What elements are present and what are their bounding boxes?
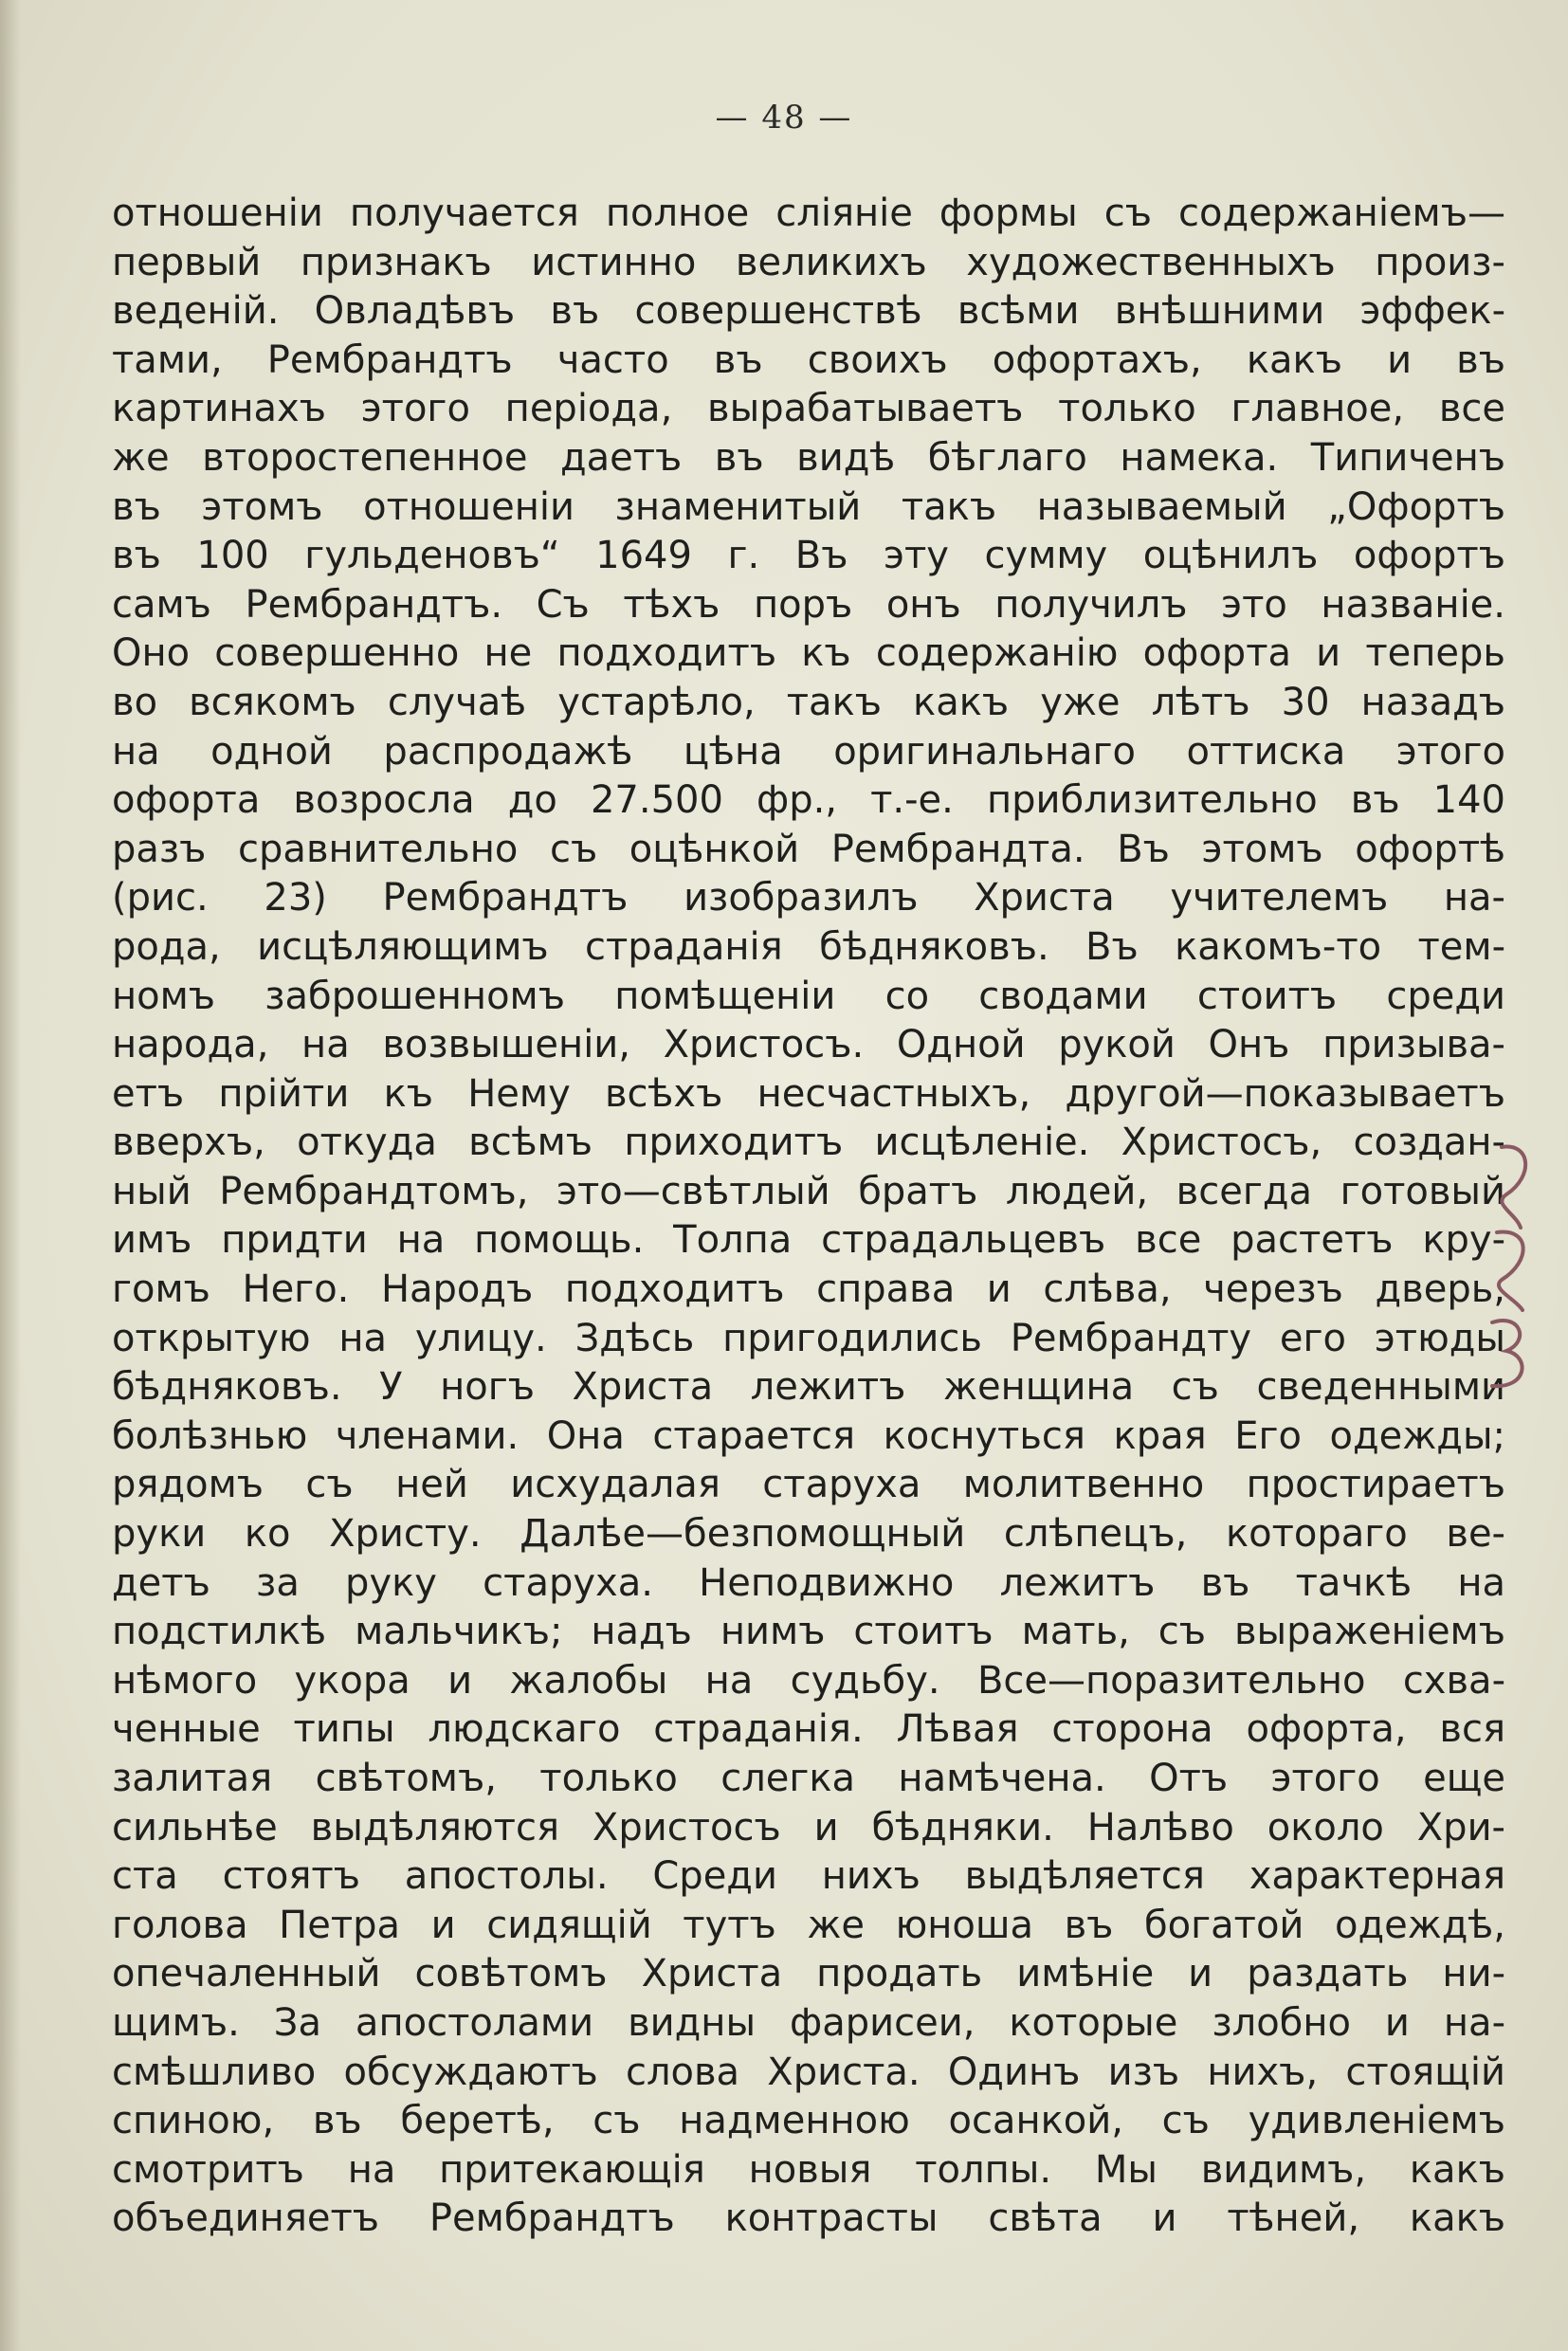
text-line: въ 100 гульденовъ“ 1649 г. Въ эту сумму оцѣнилъ офортъ <box>112 534 1505 578</box>
handwritten-margin-mark <box>1464 1138 1549 1422</box>
text-line: рода, исцѣляющимъ страданiя бѣдняковъ. Въ какомъ-то тем- <box>112 924 1505 969</box>
text-line: (рис. 23) Рембрандтъ изобразилъ Христа учителемъ на- <box>112 876 1505 920</box>
text-line: нѣмого укора и жалобы на судьбу. Все—поразительно схва- <box>112 1658 1505 1703</box>
text-line: же второстепенное даетъ въ видѣ бѣглаго намека. Типиченъ <box>112 435 1505 480</box>
text-line: болѣзнью членами. Она старается коснуться края Его одежды; <box>112 1413 1505 1458</box>
body-text <box>112 190 1505 2244</box>
text-line: опечаленный совѣтомъ Христа продать имѣнiе и раздать ни- <box>112 1952 1505 1996</box>
text-line: смѣшливо обсуждаютъ слова Христа. Одинъ изъ нихъ, стоящiй <box>112 2050 1505 2094</box>
text-line: щимъ. За апостолами видны фарисеи, которые злобно и на- <box>112 2000 1505 2045</box>
text-line: объединяетъ Рембрандтъ контрасты свѣта и тѣней, какъ <box>112 2196 1505 2241</box>
text-line: смотритъ на притекающiя новыя толпы. Мы видимъ, какъ <box>112 2147 1505 2192</box>
text-line: народа, на возвышенiи, Христосъ. Одной рукой Онъ призыва- <box>112 1023 1505 1067</box>
text-line: на одной распродажѣ цѣна оригинальнаго оттиска этого <box>112 729 1505 774</box>
text-line: разъ сравнительно съ оцѣнкой Рембрандта. Въ этомъ офортѣ <box>112 827 1505 871</box>
text-line: сильнѣе выдѣляются Христосъ и бѣдняки. Налѣво около Хри- <box>112 1805 1505 1850</box>
text-line: первый признакъ истинно великихъ художественныхъ произ- <box>112 240 1505 284</box>
text-line: имъ придти на помощь. Толпа страдальцевъ все растетъ кру- <box>112 1218 1505 1263</box>
text-line: етъ прiйти къ Нему всѣхъ несчастныхъ, другой—показываетъ <box>112 1071 1505 1116</box>
page-binding-shadow <box>0 0 21 2351</box>
text-line: во всякомъ случаѣ устарѣло, такъ какъ уже лѣтъ 30 назадъ <box>112 680 1505 724</box>
text-line: номъ заброшенномъ помѣщенiи со сводами стоитъ среди <box>112 974 1505 1018</box>
text-line: подстилкѣ мальчикъ; надъ нимъ стоитъ мать, съ выраженiемъ <box>112 1610 1505 1654</box>
text-line: рядомъ съ ней исхудалая старуха молитвенно простираетъ <box>112 1463 1505 1507</box>
text-line: детъ за руку старуха. Неподвижно лежитъ въ тачкѣ на <box>112 1560 1505 1605</box>
text-line: вверхъ, откуда всѣмъ приходитъ исцѣленiе. Христосъ, создан- <box>112 1121 1505 1165</box>
text-line: офорта возросла до 27.500 фр., т.-е. приблизительно въ 140 <box>112 778 1505 823</box>
text-line: картинахъ этого перiода, вырабатываетъ только главное, все <box>112 387 1505 431</box>
text-line: веденiй. Овладѣвъ въ совершенствѣ всѣми внѣшними эффек- <box>112 289 1505 334</box>
text-line: голова Петра и сидящiй тутъ же юноша въ богатой одеждѣ, <box>112 1903 1505 1947</box>
text-line: тами, Рембрандтъ часто въ своихъ офортахъ, какъ и въ <box>112 337 1505 382</box>
text-line: отношенiи получается полное слiянiе формы съ содержанiемъ— <box>112 191 1505 235</box>
text-line: ста стоятъ апостолы. Среди нихъ выдѣляется характерная <box>112 1854 1505 1899</box>
text-line: открытую на улицу. Здѣсь пригодились Рембрандту его этюды <box>112 1316 1505 1360</box>
text-line: ный Рембрандтомъ, это—свѣтлый братъ людей, всегда готовый <box>112 1169 1505 1213</box>
text-line: залитая свѣтомъ, только слегка намѣчена. Отъ этого еще <box>112 1757 1505 1800</box>
text-line: руки ко Христу. Далѣе—безпомощный слѣпецъ, котораго ве- <box>112 1512 1505 1557</box>
text-line: самъ Рембрандтъ. Съ тѣхъ поръ онъ получилъ это названiе. <box>112 582 1505 627</box>
text-line: въ этомъ отношенiи знаменитый такъ называемый „Офортъ <box>112 484 1505 529</box>
text-line: Оно совершенно не подходитъ къ содержанiю офорта и теперь <box>112 631 1505 676</box>
text-line: гомъ Него. Народъ подходитъ справа и слѣва, черезъ дверь, <box>112 1267 1505 1312</box>
text-line: спиною, въ беретѣ, съ надменною осанкой, съ удивленiемъ <box>112 2099 1505 2143</box>
text-line: бѣдняковъ. У ногъ Христа лежитъ женщина съ сведенными <box>112 1365 1505 1410</box>
text-line: ченные типы людскаго страданiя. Лѣвая сторона офорта, вся <box>112 1707 1505 1752</box>
page-number: — 48 — <box>715 99 853 137</box>
